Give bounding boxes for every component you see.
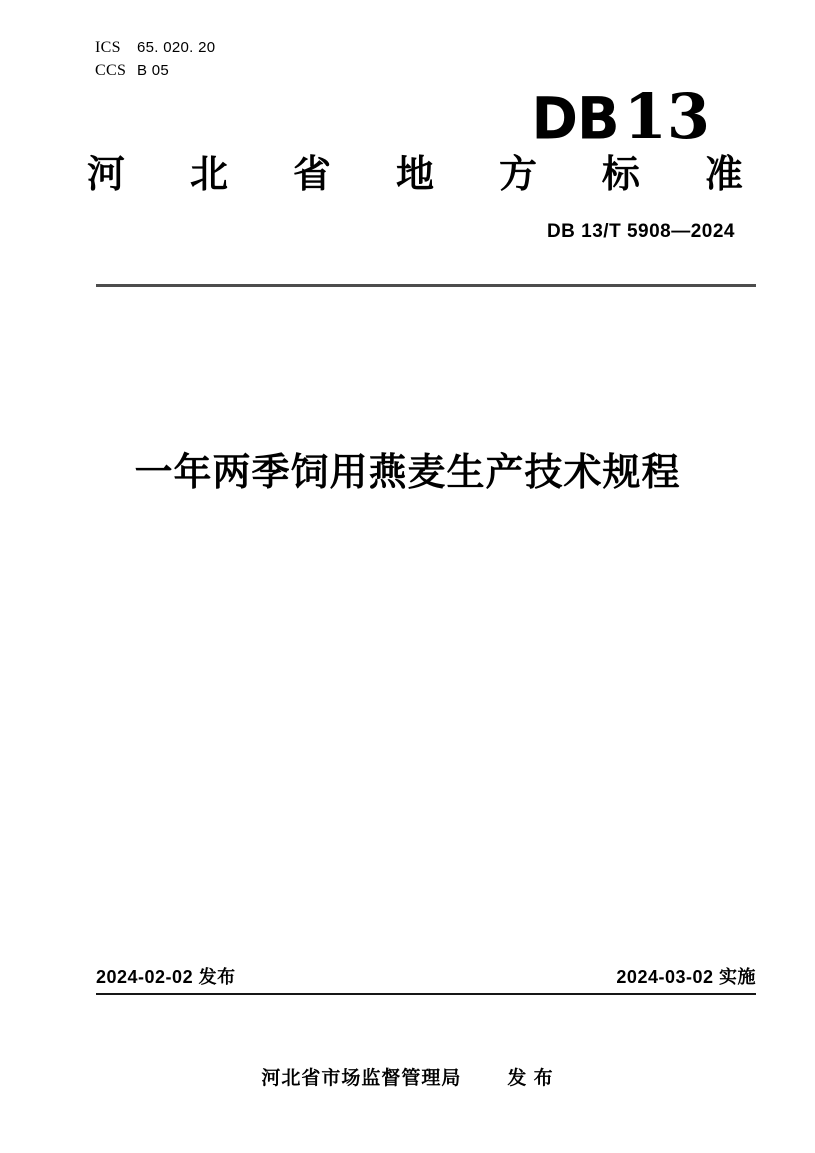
ics-line (95, 36, 215, 59)
ics-label: ICS (95, 39, 121, 56)
footer-rule (96, 993, 756, 995)
standard-number: DB 13/T 5908—2024 (546, 221, 735, 242)
publisher-name: 河北省市场监督管理局 (261, 1068, 462, 1089)
db13-logo-number: 13 (623, 80, 710, 153)
heading-char: 河 (87, 154, 126, 196)
ccs-line (95, 59, 215, 82)
implement-date: 2024-03-02 实施 (616, 967, 756, 987)
heading-char: 地 (395, 154, 434, 196)
document-title: 一年两季饲用燕麦生产技术规程 (134, 452, 681, 494)
heading-char: 省 (292, 154, 331, 196)
db13-logo (531, 80, 710, 154)
header-rule (96, 284, 756, 287)
publish-label: 发 布 (507, 1068, 554, 1089)
heading-char: 方 (498, 154, 537, 196)
heading-char: 北 (189, 154, 228, 196)
ccs-value: B 05 (137, 62, 170, 79)
date-row (96, 963, 756, 989)
heading-char: 准 (704, 154, 743, 196)
publisher-row (0, 1063, 815, 1090)
classification-codes (95, 36, 215, 82)
ccs-label: CCS (95, 62, 127, 79)
standard-type-heading (87, 153, 743, 199)
heading-char: 标 (601, 154, 640, 196)
issue-date: 2024-02-02 发布 (96, 967, 236, 987)
ics-value: 65. 020. 20 (137, 39, 216, 56)
db13-logo-db: DB (531, 85, 619, 154)
